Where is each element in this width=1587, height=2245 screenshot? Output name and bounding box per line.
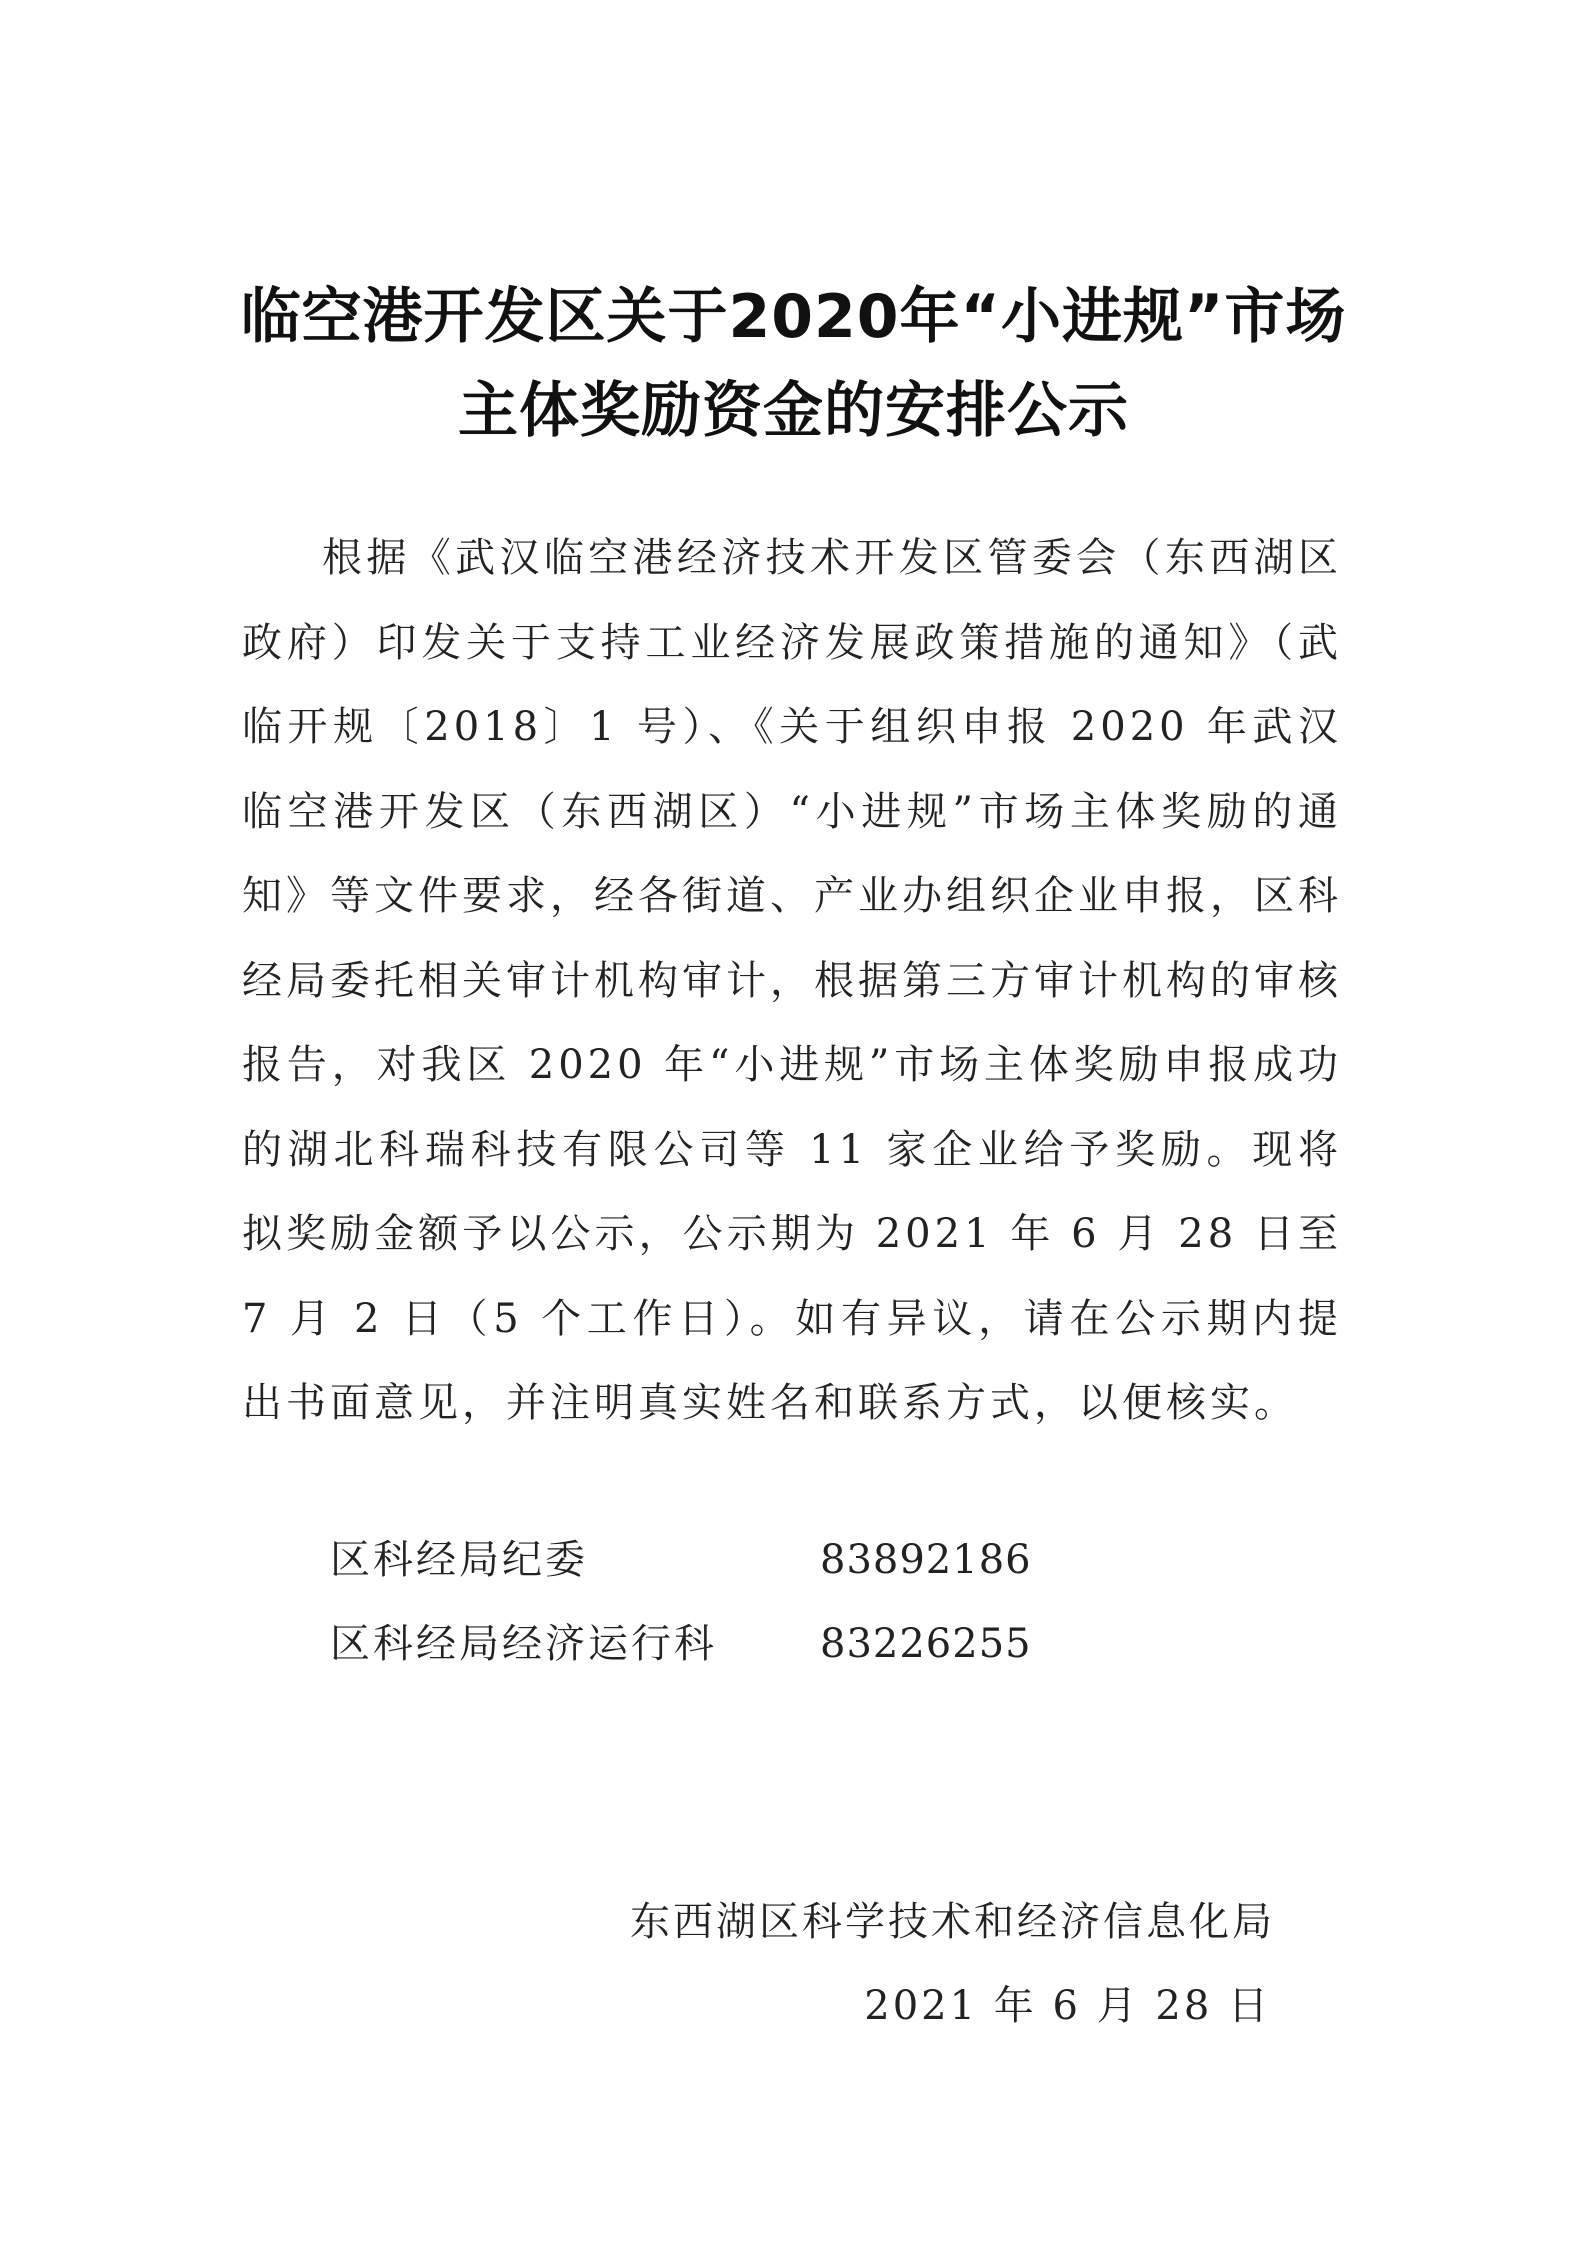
contact-row: [330, 1602, 1230, 1686]
contact-name: 区科经局经济运行科: [330, 1621, 717, 1667]
signature-date: 2021 年 6 月 28 日: [864, 1983, 1271, 2029]
contact-list: [330, 1518, 1230, 1686]
document-title: [200, 270, 1387, 458]
contact-row: [330, 1518, 1230, 1602]
contact-phone: 83226255: [820, 1621, 1032, 1667]
title-line-2: 主体奖励资金的安排公示: [458, 376, 1129, 446]
signature-block: [630, 1880, 1275, 2048]
title-line-1: 临空港开发区关于2020年“小进规”市场: [240, 282, 1347, 352]
body-paragraph: 根据《武汉临空港经济技术开发区管委会（东西湖区政府）印发关于支持工业经济发展政策措施的通知》（武临开规〔2018〕1 号）、《关于组织申报 2020 年武汉临空港开发区（东西湖区）“小进规”市场主体奖励的通知》等文件要求，经各街道、产业办组织企业申报，区科经局委托相关审计机构审计，根据第三方审计机构的审核报告，对我区 2020 年“小进规”市场主体奖励申报成功的湖北科瑞科技有限公司等 11 家企业给予奖励。现将拟奖励金额予以公示，公示期为 2021 年 6 月 28 日至 7 月 2 日（5 个工作日）。如有异议，请在公示期内提出书面意见，并注明真实姓名和联系方式，以便核实。: [242, 535, 1342, 1426]
signature-organization: 东西湖区科学技术和经济信息化局: [630, 1899, 1275, 1945]
contact-phone: 83892186: [820, 1537, 1032, 1583]
contact-name: 区科经局纪委: [330, 1537, 588, 1583]
